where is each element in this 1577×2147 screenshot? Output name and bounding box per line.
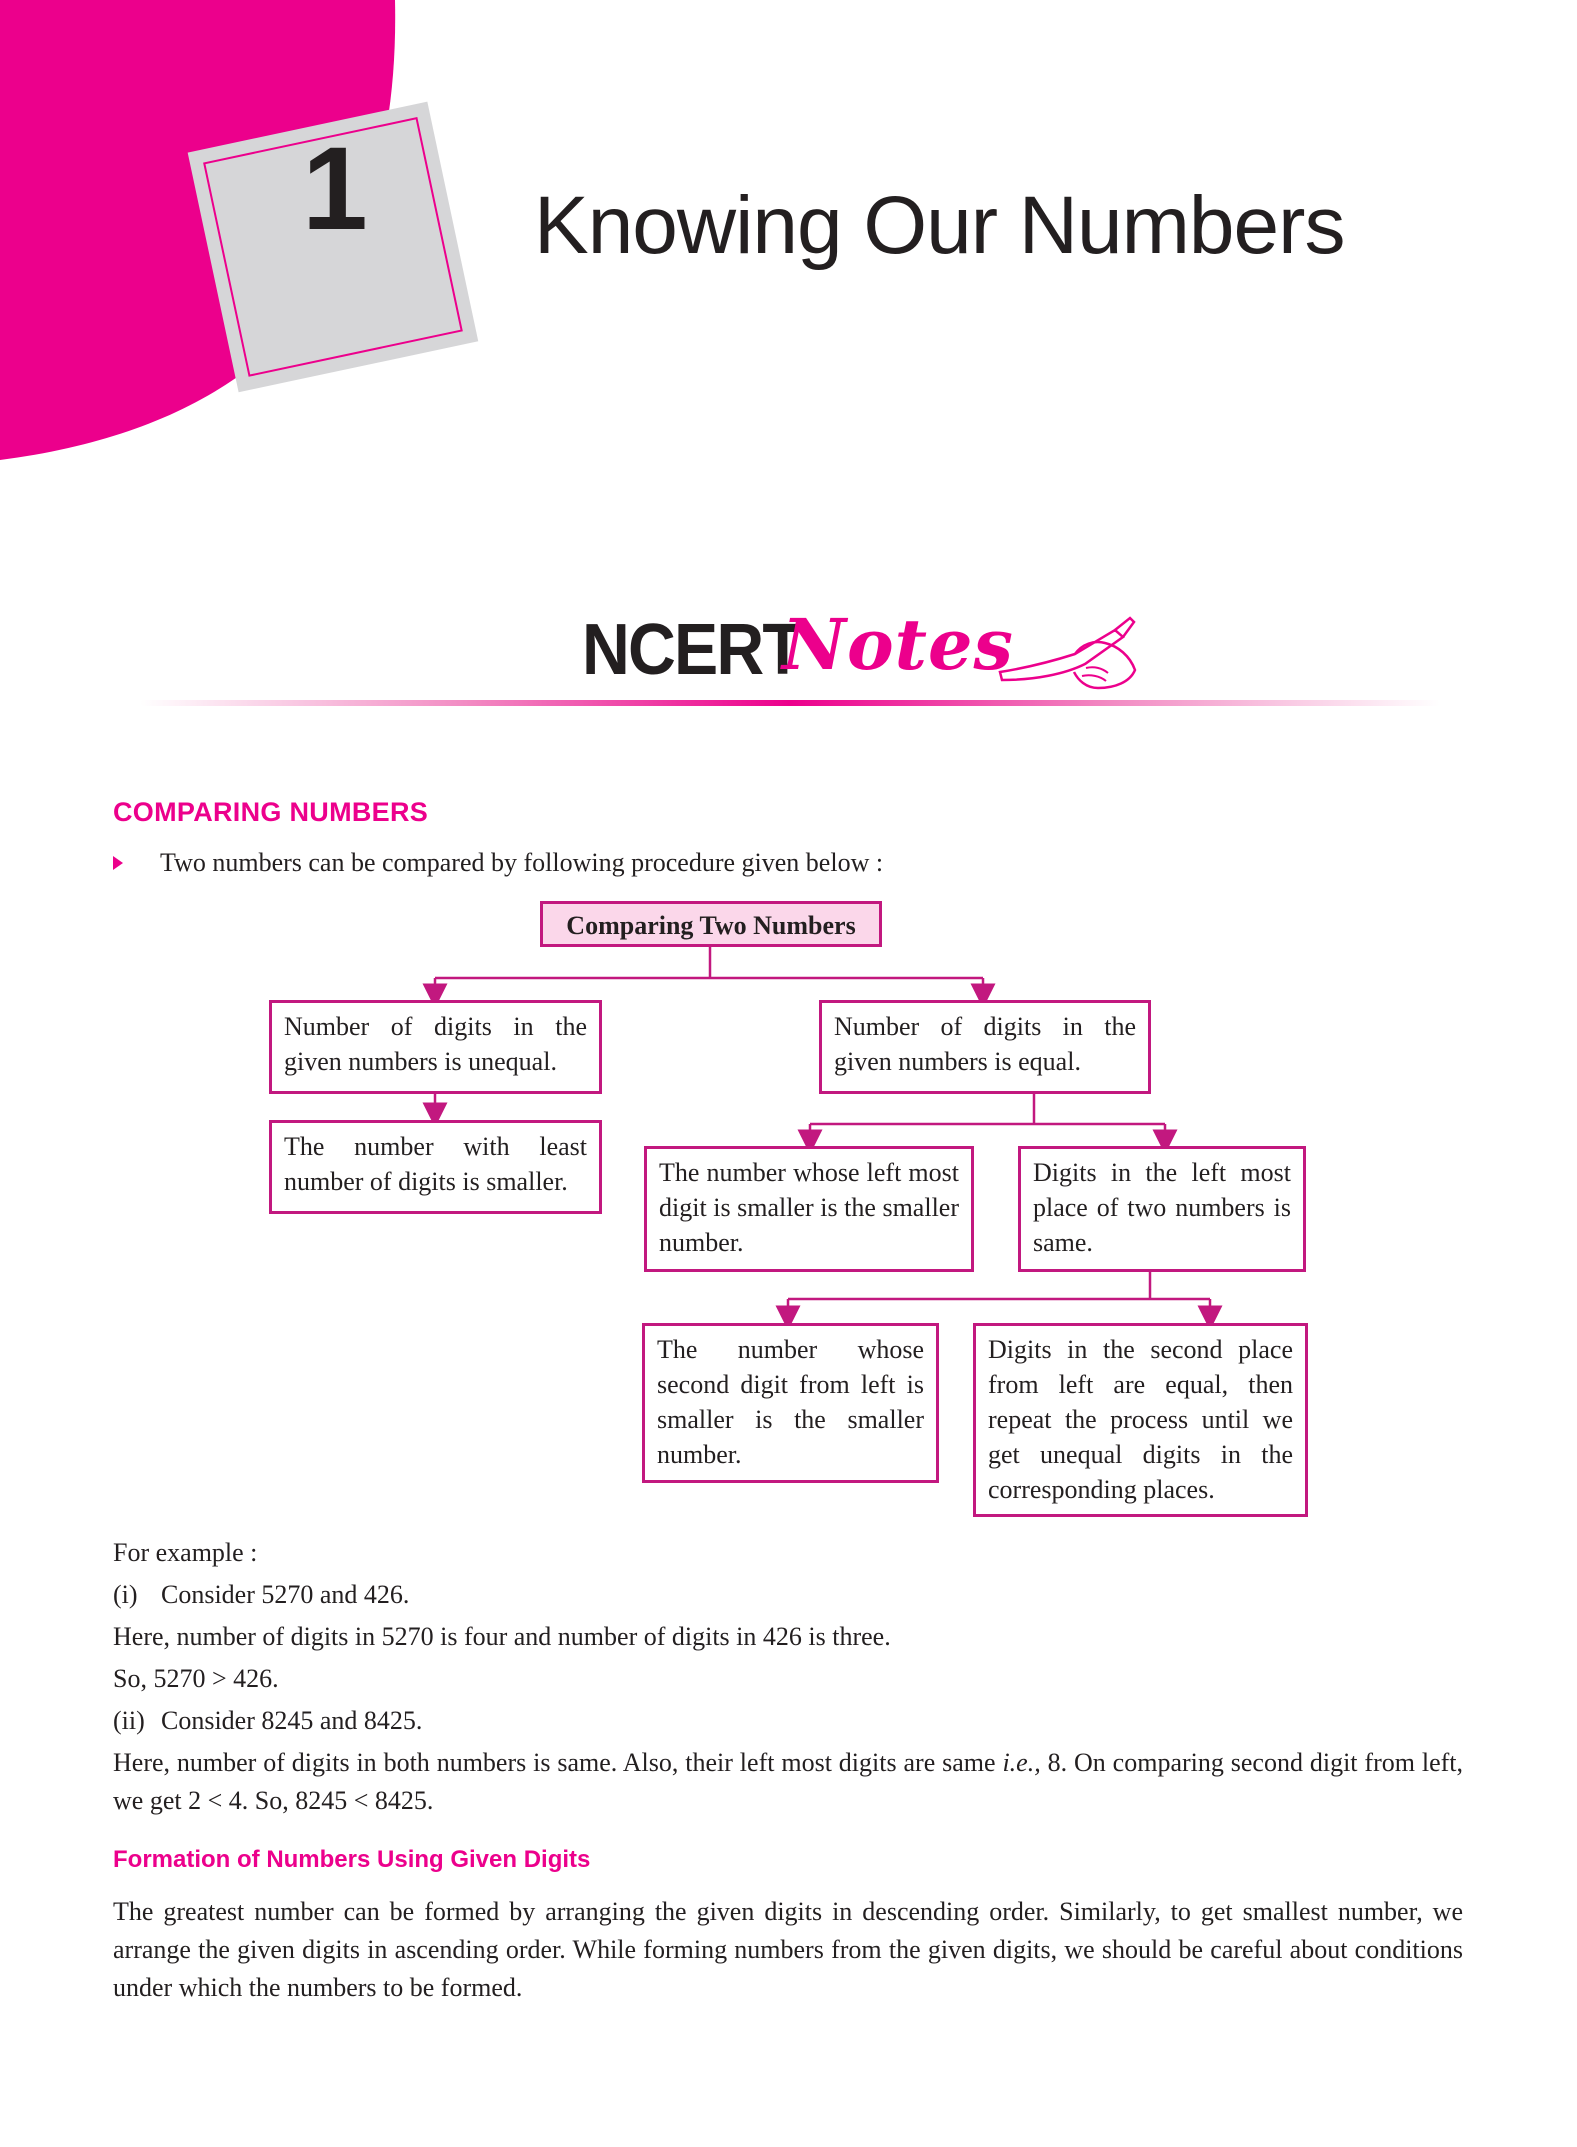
example-2-ie: i.e., bbox=[1002, 1748, 1041, 1777]
flowchart-unequal-digits: Number of digits in the given numbers is unequal. bbox=[269, 1000, 602, 1094]
formation-text: The greatest number can be formed by arranging the given digits in descending order. Similarly, to get smallest number, we arrange the given digits in ascending order. While forming numbers from the given digits, we should be careful about conditions under which the numbers to be formed. bbox=[113, 1897, 1463, 2002]
formation-heading: Formation of Numbers Using Given Digits bbox=[113, 1846, 591, 1873]
example-2-label: (ii) bbox=[113, 1706, 145, 1735]
example-2-explanation bbox=[113, 1744, 1463, 1820]
example-1-explanation: Here, number of digits in 5270 is four and number of digits in 426 is three. bbox=[113, 1622, 891, 1651]
example-2-part-1: Here, number of digits in both numbers is same. Also, their left most digits are same bbox=[113, 1748, 1003, 1777]
section-heading: COMPARING NUMBERS bbox=[113, 797, 429, 827]
example-1-result: So, 5270 > 426. bbox=[113, 1664, 279, 1693]
example-intro: For example : bbox=[113, 1538, 258, 1567]
chapter-number: 1 bbox=[302, 123, 368, 255]
flowchart-second-digit-smaller: The number whose second digit from left is smaller is the smaller number. bbox=[642, 1323, 939, 1483]
bullet-text: Two numbers can be compared by following procedure given below : bbox=[160, 848, 884, 877]
flowchart-root: Comparing Two Numbers bbox=[540, 901, 882, 947]
flowchart-equal-digits: Number of digits in the given numbers is equal. bbox=[819, 1000, 1151, 1094]
flowchart-least-digits-smaller: The number with least number of digits is smaller. bbox=[269, 1120, 602, 1214]
ncert-label: NCERT bbox=[582, 610, 801, 690]
example-1-text: Consider 5270 and 426. bbox=[161, 1580, 410, 1609]
flowchart-second-digit-equal: Digits in the second place from left are equal, then repeat the process until we get unequal digits in the corresponding places. bbox=[973, 1323, 1308, 1517]
chapter-title: Knowing Our Numbers bbox=[534, 180, 1345, 271]
example-2-part-2: 8. On comparing second digit from left, we get 2 < 4. So, 8245 < 8425. bbox=[113, 1748, 1463, 1815]
example-1-label: (i) bbox=[113, 1580, 138, 1609]
notes-label: Notes bbox=[782, 603, 1014, 686]
flowchart-left-digit-smaller: The number whose left most digit is smaller is the smaller number. bbox=[644, 1146, 974, 1272]
flowchart-left-digit-same: Digits in the left most place of two numbers is same. bbox=[1018, 1146, 1306, 1272]
example-2-text: Consider 8245 and 8425. bbox=[161, 1706, 423, 1735]
